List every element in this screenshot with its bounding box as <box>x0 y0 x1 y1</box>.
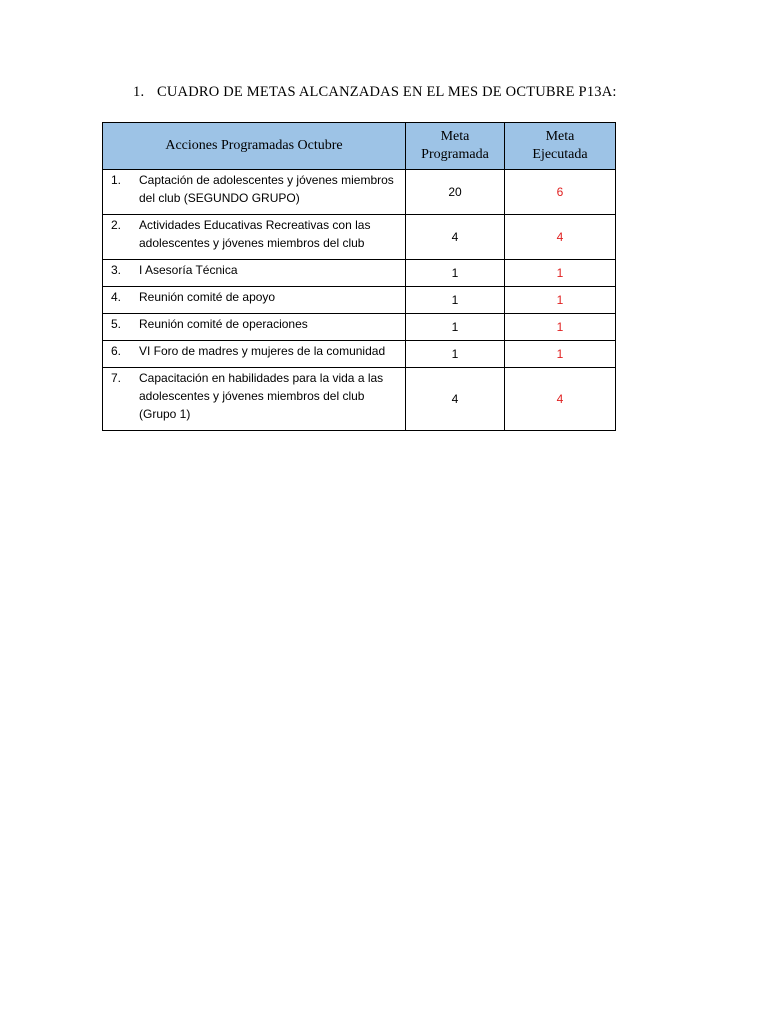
executed-cell: 4 <box>505 368 616 431</box>
programmed-cell: 1 <box>406 260 505 287</box>
executed-cell: 4 <box>505 215 616 260</box>
executed-cell: 1 <box>505 341 616 368</box>
heading-text: CUADRO DE METAS ALCANZADAS EN EL MES DE OCTUBRE P13A: <box>157 84 617 100</box>
table-header-row <box>103 123 616 170</box>
table-row <box>103 341 616 368</box>
table-row <box>103 215 616 260</box>
table-row <box>103 287 616 314</box>
header-programmed <box>406 123 505 170</box>
row-index: 5. <box>111 317 122 331</box>
action-cell <box>103 341 406 368</box>
row-index: 7. <box>111 371 122 385</box>
action-cell <box>103 368 406 431</box>
header-actions-label: Acciones Programadas Octubre <box>165 138 343 153</box>
table-row <box>103 260 616 287</box>
row-index: 3. <box>111 263 122 277</box>
action-cell <box>103 170 406 215</box>
executed-cell: 6 <box>505 170 616 215</box>
row-index: 6. <box>111 344 122 358</box>
header-executed-line2: Ejecutada <box>532 147 588 162</box>
action-cell <box>103 314 406 341</box>
programmed-cell: 1 <box>406 314 505 341</box>
programmed-cell: 20 <box>406 170 505 215</box>
row-index: 1. <box>111 173 122 187</box>
heading-number: 1. <box>133 84 145 100</box>
programmed-cell: 1 <box>406 341 505 368</box>
programmed-cell: 4 <box>406 215 505 260</box>
header-programmed-line1: Meta <box>440 129 470 144</box>
row-action: Captación de adolescentes y jóvenes miembros del club (SEGUNDO GRUPO) <box>139 173 394 205</box>
document-heading <box>133 84 617 101</box>
row-action: VI Foro de madres y mujeres de la comunidad <box>139 344 386 358</box>
header-programmed-line2: Programada <box>421 147 489 162</box>
row-action: Capacitación en habilidades para la vida a las adolescentes y jóvenes miembros del club (Grupo 1) <box>139 371 384 421</box>
action-cell <box>103 260 406 287</box>
executed-cell: 1 <box>505 287 616 314</box>
table-row <box>103 170 616 215</box>
programmed-cell: 4 <box>406 368 505 431</box>
table-row <box>103 314 616 341</box>
header-executed <box>505 123 616 170</box>
programmed-cell: 1 <box>406 287 505 314</box>
row-action: I Asesoría Técnica <box>139 263 238 277</box>
action-cell <box>103 287 406 314</box>
row-action: Actividades Educativas Recreativas con las adolescentes y jóvenes miembros del club <box>139 218 371 250</box>
header-actions <box>103 123 406 170</box>
executed-cell: 1 <box>505 260 616 287</box>
action-cell <box>103 215 406 260</box>
row-index: 2. <box>111 218 122 232</box>
goals-table <box>102 122 616 431</box>
row-index: 4. <box>111 290 122 304</box>
table-row <box>103 368 616 431</box>
row-action: Reunión comité de operaciones <box>139 317 308 331</box>
executed-cell: 1 <box>505 314 616 341</box>
row-action: Reunión comité de apoyo <box>139 290 276 304</box>
header-executed-line1: Meta <box>545 129 575 144</box>
